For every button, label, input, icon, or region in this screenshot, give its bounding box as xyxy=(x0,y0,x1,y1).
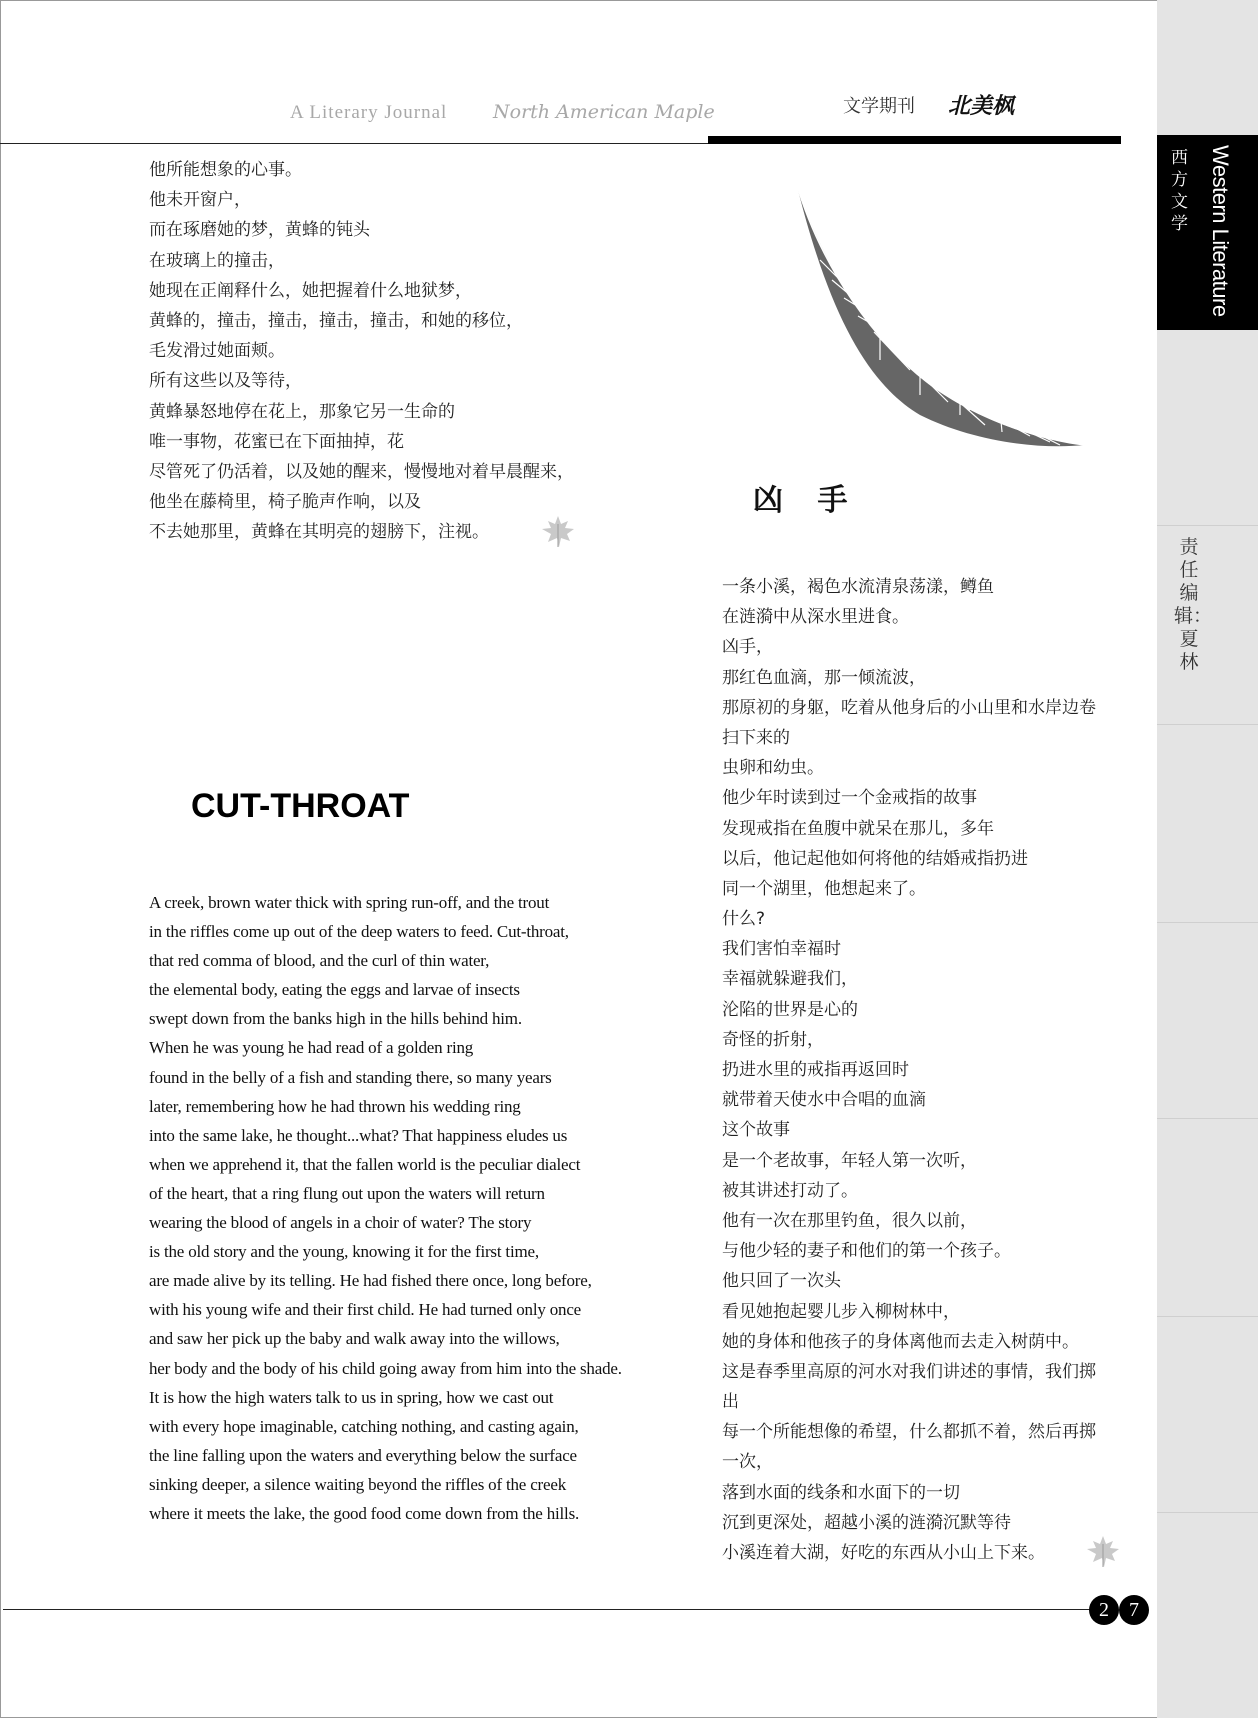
poem-continuation xyxy=(149,155,689,547)
poem-line: 我们害怕幸福时 xyxy=(722,939,841,960)
footer-rule xyxy=(3,1609,1095,1610)
poem-line: 这个故事 xyxy=(722,1120,790,1141)
poem-line: It is how the high waters talk to us in spring, how we cast out xyxy=(149,1387,554,1407)
poem-line: and saw her pick up the baby and walk away into the willows, xyxy=(149,1329,560,1349)
poem-line: 小溪连着大湖，好吃的东西从小山上下来。 xyxy=(722,1543,1045,1563)
poem-line: her body and the body of his child going away from him into the shade. xyxy=(149,1358,622,1378)
poem-line: 幸福就躲避我们， xyxy=(722,969,858,990)
poem-line: 唯一事物，花蜜已在下面抽掉，花 xyxy=(149,431,404,452)
poem-line: 黄蜂的，撞击，撞击，撞击，撞击，和她的移位， xyxy=(149,310,523,331)
poem-line: 扔进水里的戒指再返回时 xyxy=(722,1060,909,1080)
section-tab xyxy=(1157,135,1258,330)
poem-line: 他有一次在那里钓鱼，很久以前， xyxy=(722,1210,977,1231)
poem-body-cn xyxy=(722,572,1142,1568)
poem-line: the line falling upon the waters and everything below the surface xyxy=(149,1445,577,1465)
poem-line: 而在琢磨她的梦，黄蜂的钝头 xyxy=(149,220,370,241)
feather-illustration xyxy=(780,170,1100,460)
poem-line: 落到水面的线条和水面下的一切 xyxy=(722,1482,960,1503)
editor-credit: 责任编辑：夏林 xyxy=(1174,536,1213,673)
poem-line: 她的身体和他孩子的身体离他而去走入树荫中。 xyxy=(722,1331,1079,1352)
poem-line: 看见她抱起婴儿步入柳树林中， xyxy=(722,1301,960,1322)
poem-line: where it meets the lake, the good food come down from the hills. xyxy=(149,1503,580,1523)
poem-line: 毛发滑过她面颊。 xyxy=(149,341,285,362)
poem-line: 就带着天使水中合唱的血滴 xyxy=(722,1090,926,1111)
poem-line: 那原初的身躯，吃着从他身后的小山里和水岸边卷 xyxy=(722,697,1096,718)
poem-line: 所有这些以及等待， xyxy=(149,371,302,392)
poem-line: 他只回了一次头 xyxy=(722,1271,841,1292)
poem-line: 同一个湖里，他想起来了。 xyxy=(722,878,926,899)
poem-line: 尽管死了仍活着，以及她的醒来，慢慢地对着早晨醒来， xyxy=(149,461,574,482)
poem-line: 黄蜂暴怒地停在花上，那象它另一生命的 xyxy=(149,401,455,422)
poem-line: 被其讲述打动了。 xyxy=(722,1180,858,1201)
poem-line: 奇怪的折射， xyxy=(722,1029,824,1050)
poem-line: 在玻璃上的撞击， xyxy=(149,250,285,271)
poem-line: 每一个所能想像的希望，什么都抓不着，然后再掷 xyxy=(722,1422,1096,1443)
poem-line: 这是春季里高原的河水对我们讲述的事情，我们掷 xyxy=(722,1361,1096,1382)
header-rule xyxy=(0,143,710,144)
poem-line: are made alive by its telling. He had fished there once, long before, xyxy=(149,1271,592,1291)
page-number-digit: 2 xyxy=(1089,1595,1119,1625)
poem-line: 在涟漪中从深水里进食。 xyxy=(722,607,909,628)
poem-line: 一条小溪，褐色水流清泉荡漾，鳟鱼 xyxy=(722,577,994,597)
page-number-digit: 7 xyxy=(1119,1595,1149,1625)
poem-line: with every hope imaginable, catching nothing, and casting again, xyxy=(149,1416,579,1436)
journal-brand: 北美枫 xyxy=(948,93,1015,119)
poem-line: 他少年时读到过一个金戒指的故事 xyxy=(722,788,977,809)
poem-line: the elemental body, eating the eggs and larvae of insects xyxy=(149,980,520,1000)
poem-line: in the riffles come up out of the deep waters to feed. Cut-throat, xyxy=(149,922,569,942)
poem-line: 是一个老故事，年轻人第一次听， xyxy=(722,1150,977,1171)
poem-line: When he was young he had read of a golden ring xyxy=(149,1038,474,1058)
poem-line: 他未开窗户， xyxy=(149,190,251,211)
poem-line: 那红色血滴，那一倾流波， xyxy=(722,667,926,688)
journal-title-cn: 文学期刊 xyxy=(843,96,915,117)
poem-line: A creek, brown water thick with spring run-off, and the trout xyxy=(149,893,550,912)
poem-line: 凶手， xyxy=(722,637,773,658)
poem-line: of the heart, that a ring flung out upon the waters will return xyxy=(149,1183,545,1203)
poem-line: 沦陷的世界是心的 xyxy=(722,999,858,1020)
maple-leaf-icon xyxy=(540,514,576,548)
poem-line: is the old story and the young, knowing it for the first time, xyxy=(149,1242,539,1262)
poem-line: 什么? xyxy=(722,909,766,930)
poem-line: 出 xyxy=(722,1392,739,1413)
poem-title-cn: 凶 手 xyxy=(753,483,860,518)
poem-body-en xyxy=(149,888,679,1528)
journal-script-title: North American Maple xyxy=(493,101,715,123)
poem-line: that red comma of blood, and the curl of thin water, xyxy=(149,951,490,971)
poem-line: 一次， xyxy=(722,1452,773,1473)
poem-line: 不去她那里，黄蜂在其明亮的翅膀下，注视。 xyxy=(149,522,489,543)
poem-line: 以后，他记起他如何将他的结婚戒指扔进 xyxy=(722,848,1028,869)
poem-line: later, remembering how he had thrown his wedding ring xyxy=(149,1096,521,1116)
poem-line: 他坐在藤椅里，椅子脆声作响，以及 xyxy=(149,492,421,513)
poem-line: into the same lake, he thought...what? That happiness eludes us xyxy=(149,1125,568,1145)
poem-line: 他所能想象的心事。 xyxy=(149,160,302,180)
poem-line: wearing the blood of angels in a choir of water? The story xyxy=(149,1213,532,1233)
section-label-cn: 西方文学 xyxy=(1171,148,1188,234)
poem-line: 与他少轻的妻子和他们的第一个孩子。 xyxy=(722,1241,1011,1262)
poem-line: 她现在正阐释什么，她把握着什么地狱梦， xyxy=(149,280,472,301)
poem-line: when we apprehend it, that the fallen world is the peculiar dialect xyxy=(149,1154,581,1174)
poem-line: 发现戒指在鱼腹中就呆在那儿，多年 xyxy=(722,818,994,839)
journal-title-en: A Literary Journal xyxy=(290,102,448,123)
poem-title-en: CUT-THROAT xyxy=(191,787,410,825)
poem-line: found in the belly of a fish and standing there, so many years xyxy=(149,1067,552,1087)
maple-leaf-icon xyxy=(1085,1534,1121,1568)
poem-line: with his young wife and their first child. He had turned only once xyxy=(149,1300,582,1320)
poem-line: swept down from the banks high in the hills behind him. xyxy=(149,1009,522,1029)
poem-line: 沉到更深处，超越小溪的涟漪沉默等待 xyxy=(722,1512,1011,1533)
section-label-en: Western Literature xyxy=(1208,145,1233,317)
poem-line: sinking deeper, a silence waiting beyond the riffles of the creek xyxy=(149,1474,566,1494)
poem-line: 扫下来的 xyxy=(722,727,790,748)
header-bar xyxy=(708,136,1121,144)
poem-line: 虫卵和幼虫。 xyxy=(722,758,824,779)
